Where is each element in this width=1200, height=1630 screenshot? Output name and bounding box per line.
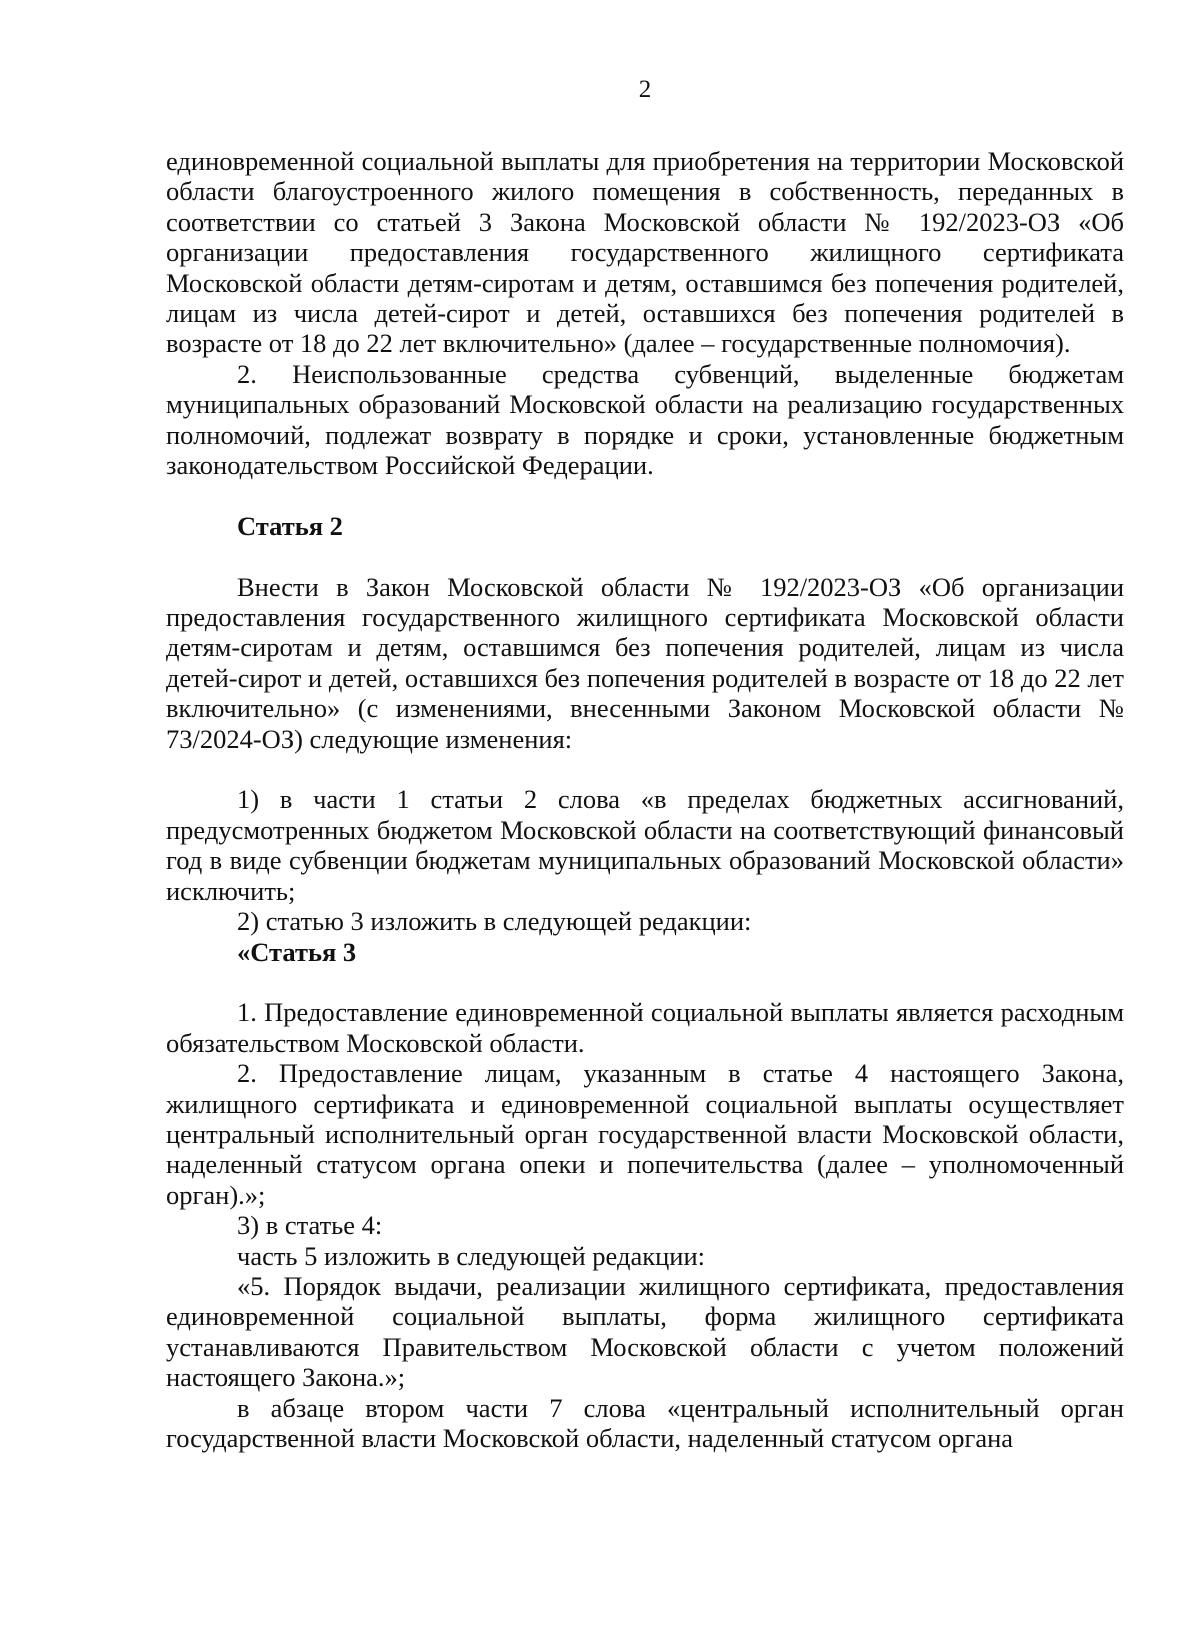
page-number: 2 — [638, 76, 652, 103]
paragraph-part5-text: «5. Порядок выдачи, реализации жилищного сертификата, предоставления единовременной социальной выплаты, форма жилищного сертификата устанавливаются Правительством Московской области с учетом положений настоящего Закона.»; — [166, 1270, 1124, 1393]
article-3-heading: «Статья 3 — [237, 936, 357, 967]
paragraph-part7-change: в абзаце втором части 7 слова «центральный исполнительный орган государственной власти Московской области, наделенный статусом органа — [166, 1392, 1124, 1453]
paragraph-continuation: единовременной социальной выплаты для приобретения на территории Московской области благоустроенного жилого помещения в собственность, переданных в соответствии со статьей 3 Закона Московской области № 192/2023-ОЗ «Об организации предоставления государственного жилищного сертификата Московской области детям-сиротам и детям, оставшимся без попечения родителей, лицам из числа детей-сирот и детей, оставшихся без попечения родителей в возрасте от 18 до 22 лет включительно» (далее – государственные полномочия). — [166, 146, 1124, 359]
paragraph-item-1: 1) в части 1 статьи 2 слова «в пределах бюджетных ассигнований, предусмотренных бюджетом Московской области на соответствующий финансовый год в виде субвенции бюджетам муниципальных образований Московской области» исключить; — [166, 784, 1124, 906]
paragraph-item-2: 2) статью 3 изложить в следующей редакции: — [237, 906, 752, 937]
paragraph-unused-subventions: 2. Неиспользованные средства субвенций, выделенные бюджетам муниципальных образований Московской области на реализацию государственных полномочий, подлежат возврату в порядке и сроки, установленные бюджетным законодательством Российской Федерации. — [166, 358, 1124, 481]
paragraph-amendments-intro: Внести в Закон Московской области № 192/2023-ОЗ «Об организации предоставления государственного жилищного сертификата Московской области детям-сиротам и детям, оставшимся без попечения родителей, лицам из числа детей-сирот и детей, оставшихся без попечения родителей в возрасте от 18 до 22 лет включительно» (с изменениями, внесенными Законом Московской области № 73/2024-ОЗ) следующие изменения: — [166, 571, 1124, 754]
paragraph-article3-part2: 2. Предоставление лицам, указанным в статье 4 настоящего Закона, жилищного сертификата и единовременной социальной выплаты осуществляет центральный исполнительный орган государственной власти Московской области, наделенный статусом органа опеки и попечительства (далее – уполномоченный орган).»; — [166, 1058, 1124, 1210]
document-body — [166, 146, 1124, 1453]
paragraph-part5-intro: часть 5 изложить в следующей редакции: — [237, 1240, 705, 1271]
paragraph-item-3: 3) в статье 4: — [237, 1210, 383, 1241]
paragraph-article3-part1: 1. Предоставление единовременной социальной выплаты является расходным обязательством Московской области. — [166, 997, 1124, 1058]
article-2-heading: Статья 2 — [237, 510, 343, 541]
